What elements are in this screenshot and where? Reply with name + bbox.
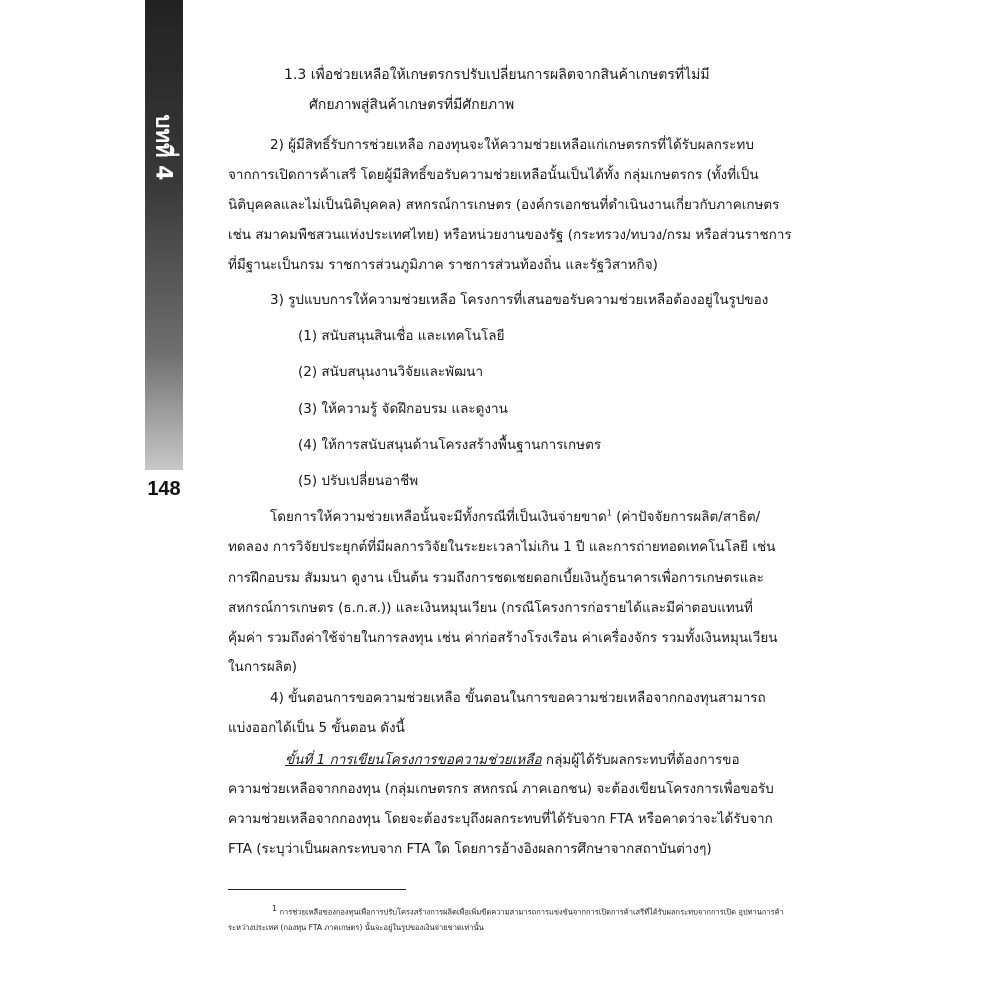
step-1-line: ความช่วยเหลือจากกองทุน (กลุ่มเกษตรกร สหกรณ์ ภาคเอกชน) จะต้องเขียนโครงการเพื่อขอรับ (228, 781, 774, 797)
assistance-paragraph-line: การฝึกอบรม สัมมนา ดูงาน เป็นต้น รวมถึงการชดเชยดอกเบี้ยเงินกู้ธนาคารเพื่อการเกษตรและ (228, 570, 764, 586)
paragraph-2-line: จากการเปิดการค้าเสรี โดยผู้มีสิทธิ์ขอรับความช่วยเหลือนั้นเป็นได้ทั้ง กลุ่มเกษตรกร (ทั้งที่เป็น (228, 167, 759, 183)
paragraph-2-line: 2) ผู้มีสิทธิ์รับการช่วยเหลือ กองทุนจะให้ความช่วยเหลือแก่เกษตรกรที่ได้รับผลกระทบ (270, 137, 754, 153)
paragraph-4-line: แบ่งออกได้เป็น 5 ขั้นตอน ดังนี้ (228, 720, 405, 736)
footnote-line: ระหว่างประเทศ (กองทุน FTA ภาคเกษตร) นั้นจะอยู่ในรูปของเงินจ่ายขาดเท่านั้น (228, 923, 484, 932)
page-number: 148 (147, 478, 181, 500)
list-item: (3) ให้ความรู้ จัดฝึกอบรม และดูงาน (298, 401, 508, 417)
list-item: (4) ให้การสนับสนุนด้านโครงสร้างพื้นฐานการเกษตร (298, 437, 602, 453)
paragraph-3-line: 3) รูปแบบการให้ความช่วยเหลือ โครงการที่เสนอขอรับความช่วยเหลือต้องอยู่ในรูปของ (270, 292, 769, 308)
footnote-mark: 1 (272, 904, 278, 913)
assistance-paragraph-line: ทดลอง การวิจัยประยุกต์ที่มีผลการวิจัยในระยะเวลาไม่เกิน 1 ปี และการถ่ายทอดเทคโนโลยี เช่น (228, 539, 776, 555)
step-1-line (285, 748, 740, 770)
paragraph-4-line: 4) ขั้นตอนการขอความช่วยเหลือ ขั้นตอนในการขอความช่วยเหลือจากกองทุนสามารถ (270, 690, 766, 706)
chapter-label-text: บทที่ 4 (150, 114, 176, 180)
step-1-line: FTA (ระบุว่าเป็นผลกระทบจาก FTA ใด โดยการอ้างอิงผลการศึกษาจากสถาบันต่างๆ) (228, 841, 712, 857)
section-1-3-heading: 1.3 เพื่อช่วยเหลือให้เกษตรกรปรับเปลี่ยนการผลิตจากสินค้าเกษตรที่ไม่มี (284, 67, 710, 83)
paragraph-2-line: นิติบุคคลและไม่เป็นนิติบุคคล) สหกรณ์การเกษตร (องค์กรเอกชนที่ดำเนินงานเกี่ยวกับภาคเกษตร (228, 197, 780, 213)
paragraph-2-line: ที่มีฐานะเป็นกรม ราชการส่วนภูมิภาค ราชการส่วนท้องถิ่น และรัฐวิสาหกิจ) (228, 257, 658, 273)
section-1-3-heading-cont: ศักยภาพสู่สินค้าเกษตรที่มีศักยภาพ (309, 97, 515, 113)
assistance-text: โดยการให้ความช่วยเหลือนั้นจะมีทั้งกรณีที่เป็นเงินจ่ายขาด (270, 509, 607, 525)
footnote-divider (228, 889, 406, 890)
footnote-line (272, 904, 784, 919)
step-1-line: ความช่วยเหลือจากกองทุน โดยจะต้องระบุถึงผลกระทบที่ได้รับจาก FTA หรือคาดว่าจะได้รับจาก (228, 811, 773, 827)
list-item: (5) ปรับเปลี่ยนอาชีพ (298, 473, 419, 489)
assistance-paragraph-line: ในการผลิต) (228, 659, 298, 675)
chapter-label (146, 72, 182, 222)
footnote-reference: 1 (606, 508, 612, 518)
footnote-text: การช่วยเหลือของกองทุนเพื่อการปรับโครงสร้างการผลิตเพื่อเพิ่มขีดความสามารถการแข่งขันจากการเปิดการค้าเสรีที่ได้รับผลกระทบจากการเปิด อุปทานการค้า (279, 907, 784, 917)
assistance-paragraph-line: คุ้มค่า รวมถึงค่าใช้จ่ายในการลงทุน เช่น ค่าก่อสร้างโรงเรือน ค่าเครื่องจักร รวมทั้งเงินหมุนเวียน (228, 630, 778, 646)
list-item: (2) สนับสนุนงานวิจัยและพัฒนา (298, 364, 484, 380)
paragraph-2-line: เช่น สมาคมพืชสวนแห่งประเทศไทย) หรือหน่วยงานของรัฐ (กระทรวง/ทบวง/กรม หรือส่วนราชการ (228, 227, 792, 243)
assistance-text: (ค่าปัจจัยการผลิต/สาธิต/ (611, 509, 761, 525)
step-1-title: ขั้นที่ 1 การเขียนโครงการขอความช่วยเหลือ (285, 752, 542, 768)
list-item: (1) สนับสนุนสินเชื่อ และเทคโนโลยี (298, 328, 505, 344)
chapter-side-tab (145, 0, 183, 470)
step-1-text: กลุ่มผู้ได้รับผลกระทบที่ต้องการขอ (541, 752, 740, 768)
assistance-paragraph-line (270, 505, 760, 527)
assistance-paragraph-line: สหกรณ์การเกษตร (ธ.ก.ส.)) และเงินหมุนเวียน (กรณีโครงการก่อรายได้และมีค่าตอบแทนที่ (228, 600, 753, 616)
